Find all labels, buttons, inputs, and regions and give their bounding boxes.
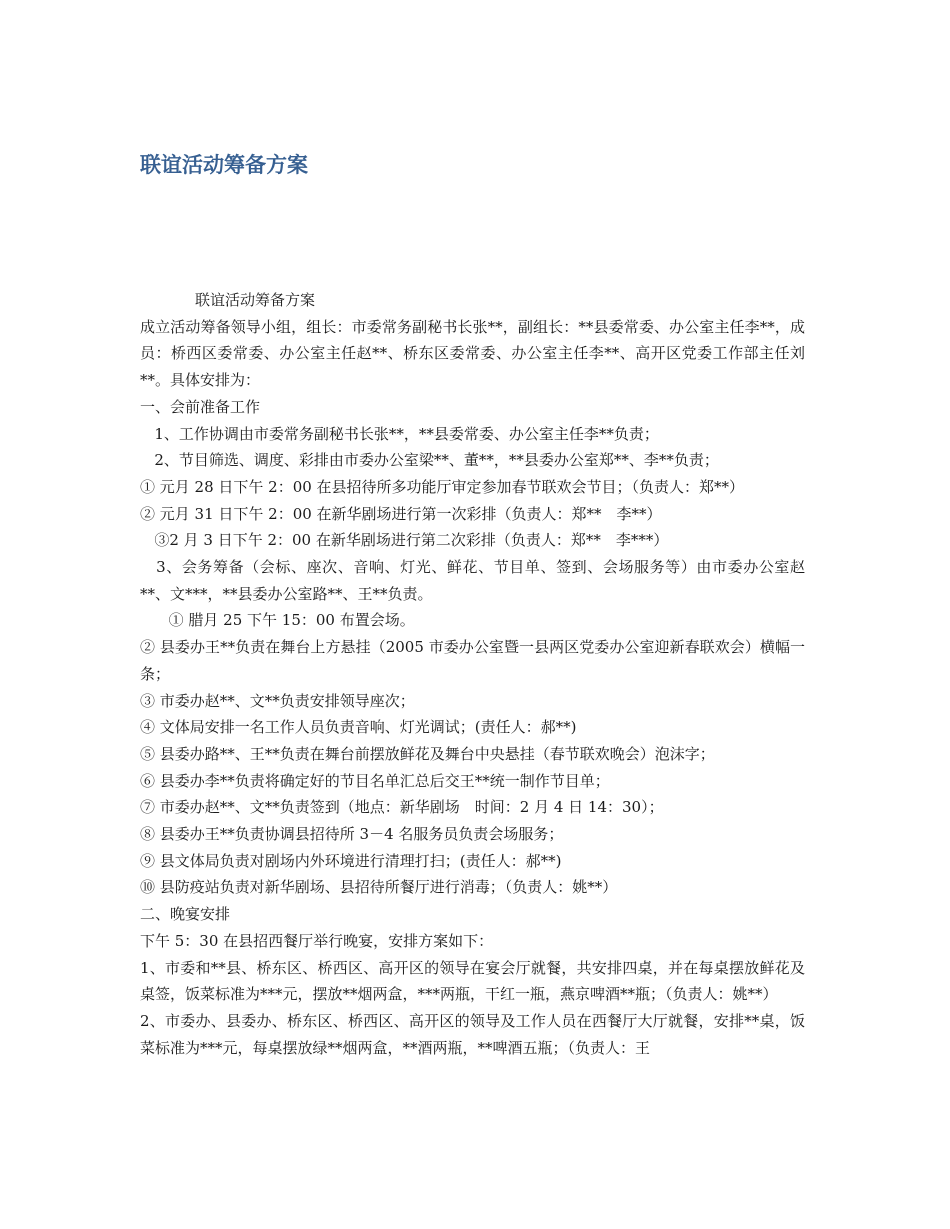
- list-item: ⑦ 市委办赵**、文**负责签到（地点：新华剧场 时间：2 月 4 日 14：30）；: [140, 798, 664, 817]
- document-body: [140, 287, 805, 1061]
- list-item: ⑥ 县委办李**负责将确定好的节目名单汇总后交王**统一制作节目单；: [140, 771, 610, 790]
- list-item: ① 元月 28 日下午 2：00 在县招待所多功能厅审定参加春节联欢会节目；（负责人：郑**）: [140, 477, 745, 496]
- list-item: ⑧ 县委办王**负责协调县招待所 3－4 名服务员负责会场服务；: [140, 825, 564, 844]
- paragraph-banquet-intro: 下午 5：30 在县招西餐厅举行晚宴，安排方案如下：: [140, 931, 494, 950]
- document-title: 联谊活动筹备方案: [140, 153, 308, 177]
- list-item: ② 元月 31 日下午 2：00 在新华剧场进行第一次彩排（负责人：郑** 李**）: [140, 504, 662, 523]
- list-item: 2、节目筛选、调度、彩排由市委办公室梁**、董**，**县委办公室郑**、李**负责；: [140, 451, 719, 470]
- list-item: ⑩ 县防疫站负责对新华剧场、县招待所餐厅进行消毒；（负责人：姚**）: [140, 878, 618, 897]
- section-heading-banquet: 二、晚宴安排: [140, 905, 231, 924]
- list-item: 3、会务筹备（会标、座次、音响、灯光、鲜花、节目单、签到、会场服务等）由市委办公室赵**、文***，**县委办公室路**、王**负责。: [140, 558, 805, 603]
- list-item: ③ 市委办赵**、文**负责安排领导座次；: [140, 691, 415, 710]
- list-item: ⑨ 县文体局负责对剧场内外环境进行清理打扫；(责任人：郝**): [140, 851, 562, 870]
- paragraph-leadership-group: 成立活动筹备领导小组，组长：市委常务副秘书长张**，副组长：**县委常委、办公室主任李**，成员：桥西区委常委、办公室主任赵**、桥东区委常委、办公室主任李**、高开区党委工作部主任刘**。具体安排为：: [140, 317, 805, 390]
- list-item: 1、市委和**县、桥东区、桥西区、高开区的领导在宴会厅就餐，共安排四桌，并在每桌摆放鲜花及桌签，饭菜标准为***元，摆放**烟两盒，***两瓶，干红一瓶，燕京啤酒**瓶；（负责人：姚**）: [140, 958, 805, 1004]
- list-item: 2、市委办、县委办、桥东区、桥西区、高开区的领导及工作人员在西餐厅大厅就餐，安排**桌，饭菜标准为***元，每桌摆放绿**烟两盒，**酒两瓶，**啤酒五瓶；（负责人：王: [140, 1011, 805, 1057]
- list-item: ④ 文体局安排一名工作人员负责音响、灯光调试；(责任人：郝**): [140, 718, 577, 737]
- list-item: ③2 月 3 日下午 2：00 在新华剧场进行第二次彩排（负责人：郑** 李***）: [140, 531, 669, 550]
- section-heading-preparation: 一、会前准备工作: [140, 397, 261, 416]
- list-item: 1、工作协调由市委常务副秘书长张**，**县委常委、办公室主任李**负责；: [140, 424, 659, 443]
- list-item: ① 腊月 25 下午 15：00 布置会场。: [140, 611, 415, 630]
- list-item: ⑤ 县委办路**、王**负责在舞台前摆放鲜花及舞台中央悬挂（春节联欢晚会）泡沫字；: [140, 744, 715, 763]
- list-item: ② 县委办王**负责在舞台上方悬挂（2005 市委办公室暨一县两区党委办公室迎新春联欢会）横幅一条；: [140, 638, 805, 683]
- body-heading: 联谊活动筹备方案: [195, 291, 316, 309]
